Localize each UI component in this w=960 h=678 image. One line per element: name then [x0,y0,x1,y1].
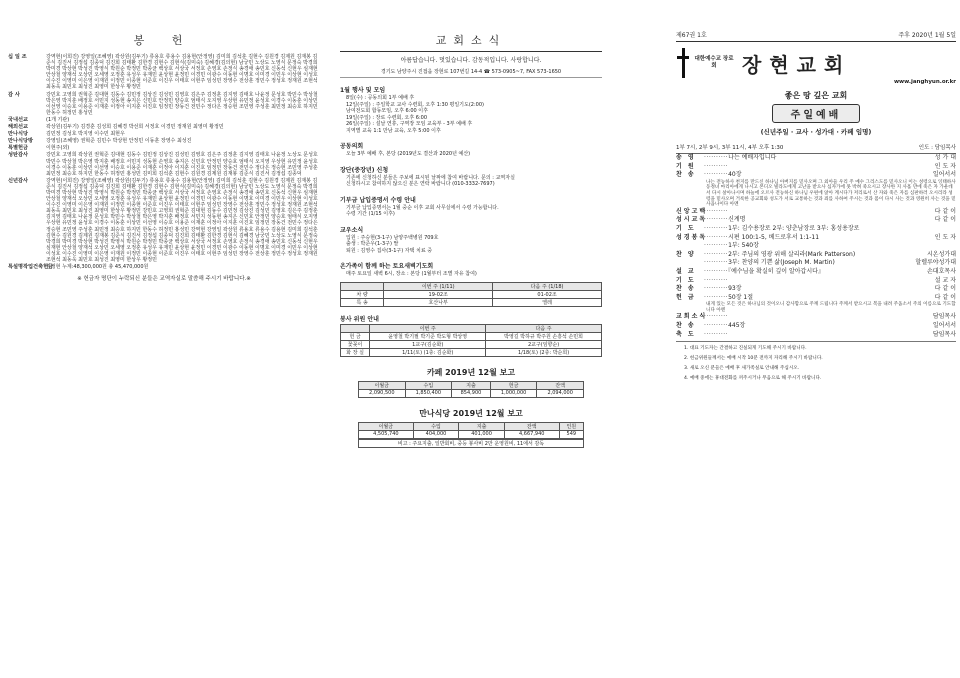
cafe-report-table [358,381,584,398]
table-cell: 헌 금 [341,332,370,340]
order-item [676,322,956,331]
table-cell: 549 [559,430,583,438]
table-cell: 꽃꽂이 [341,340,370,348]
table-header-cell: 헌금 [490,381,537,389]
offering-names: 강역현(이희진) 강영일(조혜영) 곽상원(김두기) 류용호 류용수 김용현(안정영) 김미희 김석훈 김현수 김원경 김제원 김재봉 김준식 김진서 김정섭 김종덕 김진희 김태환 김한경 김현수 김현식(김미숙) 김혜경(김의현) 남궁민 노상도 노영식 문정숙 박경희 박미경 박상현 박성진 박영식 박원순 박정민 박종균 백상호 서상국 서정호 손영호 손정식 송경애 송민호 신동석 신현우 심재현 안상철 양재석 오상민 오세영 오정훈 유성우 유재민 윤상현 윤정민 이경민 이광수 이동현 이명호 이미경 이민우 이상현 이성호 이수진 이영미 이은영 이재원 이정민 이종현 이준호 이진우 이태호 이현주 임성민 장영수 전상훈 정민수 정성호 정재원 조현석 최동욱 최민호 최성진 최영미 한상우 황정민 강민호 고영희 권혁준 김대현 김동수 김민정 김상진 김성민 김영호 김은주 김정훈 김지영 김태호 나윤정 문성호 박민수 박상철 박은영 박지훈 배정호 서민지 성동현 송지은 신민호 안정민 양승호 엄태식 오지영 우상현 유민정 윤성호 이경수 이동훈 이상민 이선영 이승호 이용준 이재훈 이정아 이지훈 이진호 임정민 장동건 전민수 정다은 정승현 조민영 주성훈 최민정 최승호 하지민 한동수 허정민 홍성민 강역현 강영일 곽상원 류용호 류용수 김용현 김미희 김석훈 김현수 김원경 김제원 김재봉 김준식 김진서 김정섭 김종덕 김진희 김태환 김한경 김현식 김혜경 남궁민 노상도 노영식 문정숙 박경희 박미경 박상현 박성진 박영식 박원순 박정민 박종균 백상호 서상국 서정호 손영호 손정식 송경애 송민호 신동석 신현우 심재현 안상철 양재석 오상민 오세영 오정훈 유성우 유재민 윤상현 윤정민 이경민 이광수 이동현 이명호 이미경 이민우 이상현 이성호 이수진 이영미 이은영 이재원 이정민 이종현 이준호 이진우 이태호 이현주 임성민 장영수 전상훈 정민수 정성호 정재원 조현석 최동욱 최민호 최성진 최영미 한상우 황정민 [46,177,318,263]
manna-report-title: 만나식당 2019년 12월 보고 [419,408,523,418]
order-dots: ·········· [704,207,729,215]
offering-names: 김정현 누계:48,300,000원 총 45,470,000원 [46,264,149,271]
order-label: 성시교독 [676,216,708,224]
offering-group [8,124,320,130]
order-label: 송 영 [676,154,696,161]
order-content-text: 2부: 주님의 영광 위해 살리라(Mark Patterson) [728,250,856,258]
order-role: 다 같 이 [934,207,956,215]
order-item [676,268,956,277]
news-sections [340,85,602,278]
order-content [704,163,932,172]
service-times [676,143,956,154]
table-header-cell: 지출 [459,422,505,430]
table-cell: 854,900 [452,389,491,397]
order-content [704,285,932,294]
order-content-text: 3부: 찬양의 기쁜 삶(Joseph M. Martin) [728,259,835,267]
table-row [341,340,602,348]
table-header-cell: 다음 주 [486,324,602,332]
order-role: 일어서서 [932,322,956,330]
order-dots: ·········· [704,162,729,170]
order-label: 찬 송 [676,171,696,179]
table-cell: 401,000 [459,430,505,438]
news-section [340,195,602,218]
offering-label: 감 사 [8,91,20,98]
offering-names: 강영일(조혜영) 권혁준 김민수 박상현 안정민 이동훈 장영수 최성진 [46,138,192,145]
table-cell: 1교구(김순화) [370,340,486,348]
order-label: 설 교 [676,267,696,275]
order-content [704,154,932,163]
order-dots: ·········· [704,276,729,284]
offering-label: 성탄감사 [8,152,29,159]
news-title: 교회소식 [340,18,602,52]
table-header-cell: 이월금 [359,422,414,430]
worship-title: 주일예배 [772,104,860,123]
table-header-row [359,422,584,430]
offering-names: 강민호 고영희 권혁준 김대현 김동수 김민정 김상진 김성민 김영호 김은주 김정훈 김지영 김태호 나윤정 문성호 박민수 박상철 박은영 박지훈 배정호 서민지 성동현 송지은 신민호 안정민 양승호 엄태식 오지영 우상현 유민정 윤성호 이경수 이동훈 이상민 이선영 이승호 이용준 이재훈 이정아 이지훈 이진호 임정민 장동건 전민수 정다은 정승현 조민영 주성훈 최민정 최승호 하지민 한동수 허정민 홍성민 [46,91,318,116]
worship-notes [676,344,956,383]
order-role: 다 같 이 [934,293,956,301]
table-cell: 2,090,500 [359,389,406,397]
table-header-cell: 인원 [559,422,583,430]
order-content-text: 50장 1절 [728,293,754,301]
news-section [340,165,602,188]
order-item [676,285,956,294]
offering-names: 이현주(외) [46,145,70,152]
offering-label: 만나식당 [8,131,29,138]
table-row [341,332,602,340]
order-content-text: 1부: 김수용장로 2부: 양춘남장로 3부: 홍성용장로 [728,224,860,232]
table-row [359,430,584,438]
offering-group [8,131,320,137]
worship-subtitle: (신년주일 · 교사 · 성가대 · 카페 임명) [760,128,872,136]
order-dots: ·········· [704,259,729,267]
table-row [341,348,602,356]
table-cell: 윤영철 박기필 박기준 박도형 박상영 [370,332,486,340]
offering-prayer-text: 내게 있는 모든 것은 하나님의 것이오니 감사함으로 주께 드립니다 주께서 받으시고 복을 내려 주옵소서 주의 이름으로 기도합니다 아멘 [706,302,956,313]
order-role: 다 같 이 [934,285,956,293]
news-line: 오늘 3부 예배 후, 본당 (2019년도 결산과 2020년 예산) [346,151,471,157]
service-title: 봉사 위원 안내 [340,315,379,323]
table-cell: 4,505,740 [359,430,414,438]
order-dots: ·········· [704,224,729,232]
offering-label: 신년감사 [8,177,29,184]
table-header-cell: 이번 주 [370,324,486,332]
table-cell: 1,850,400 [405,389,452,397]
news-section-title: 온가족이 함께 하는 토요새벽기도회 [340,263,434,270]
offering-names: (1개 기관) [46,116,70,123]
table-header-cell: 잔액 [504,422,559,430]
news-section [340,225,602,255]
order-role: 일어서서 [932,171,956,179]
table-cell: 특 송 [341,298,384,306]
table-cell: 404,000 [413,430,459,438]
news-line: 기존에 신청하신 분들은 주보에 표시된 날짜에 참여 바랍니다. 문의 : 교역자실 [346,174,515,181]
order-label: 헌 금 [676,293,696,301]
order-dots: ·········· [704,242,729,250]
news-line: 12일(주일) : 주일학교 교사 수련회, 오후 1:30 평일기도(2:00) [346,101,484,108]
order-dots: ·········· [704,267,729,275]
table-cell: 1/18(토) (2층: 박순희) [486,348,602,356]
order-content [704,322,930,331]
manna-report-note: 비고 : 주요지출, 일반회비, 중등 봉사비 2만 운영원비, 11에서 감독 [359,439,584,447]
table-cell: 호산나부 [384,298,493,306]
church-address: 경기도 남양주시 진접읍 장현로 107번길 14-4 ☎ 573-0905~7, FAX 573-1650 [340,68,602,78]
table-header-cell: 이번 주 (1/11) [384,282,493,290]
church-slogan: 좋은 땅 깊은 교회 [784,91,848,100]
news-section-title: 기부금 납입증명서 수령 안내 [340,196,416,204]
order-role: 인 도 자 [934,233,956,241]
cafe-report-title: 카페 2019년 12월 보고 [426,367,516,377]
table-header-cell: 다음 주 (1/18) [493,282,602,290]
denomination: 대한예수교 장로회 [694,56,734,69]
order-role: 인 도 자 [934,162,956,170]
order-content [704,171,930,180]
order-item [676,171,956,180]
order-dots: ·········· [704,285,729,293]
table-cell: 화 장 실 [341,348,370,356]
order-role: 손대호목사 [927,267,956,275]
order-item [676,331,956,340]
order-item [676,154,956,163]
news-section-title: 장단(중장년) 신청 [340,166,389,174]
order-label: 기 도 [676,276,696,284]
order-item [676,225,956,234]
worship-note: 4. 예배 중에는 휴대전화를 꺼주시거나 무음으로 해 주시기 바랍니다. [684,375,822,381]
order-dots: ·········· [704,330,729,338]
news-line: 매주 토요일 새벽 6시, 장소 : 본당 (1월부터 조별 자유 참여) [346,271,477,277]
service-times-text: 1부 7시, 2부 9시, 3부 11시, 4부 오후 1:30 [676,145,784,151]
order-content [704,268,924,277]
worship-column [676,18,956,678]
news-section-title: 1월 행사 및 모임 [340,87,386,94]
news-line: 19일(주일) : 장로 수련회, 오후 6:00 [346,114,428,121]
offering-note: ※ 헌금자 명단이 누락되신 분들은 교역자실로 말씀해 주시기 바랍니다.※ [77,276,251,283]
table-cell: 엘레 [493,298,602,306]
order-of-worship [676,154,956,339]
order-content [704,259,912,268]
church-name: 장현교회 [742,52,852,77]
order-dots: ·········· [704,313,729,321]
order-content [704,234,932,243]
order-dots: ·········· [704,171,729,179]
news-line: 26일(주일) : 설날 연휴, 구역장 모임 교육부 - 3부 예배 후 [346,121,473,127]
volume-number: 제67권 1호 [676,32,707,39]
news-section-title: 교우소식 [340,226,364,234]
order-item [676,242,956,251]
order-content [704,277,932,286]
news-line: 8일(수) : 공동의회 1부 예배 후 [346,95,415,101]
table-header-row [341,282,602,290]
order-content-text: 시편 100:1-5, 베드로후서 1:1-11 [728,233,820,241]
offering-group [8,145,320,151]
order-content-text: 93장 [728,285,742,293]
church-logo [676,48,956,78]
duty-table [340,282,602,307]
offering-names: 김민정 김성호 박지영 이수민 최현우 [46,131,125,138]
offering-group [8,54,320,91]
order-role: 다 같 이 [934,216,956,224]
worship-note: 3. 새로 오신 분들은 예배 후 새가족실로 안내해 주십시오. [684,365,800,371]
worship-note: 2. 헌금위원들께서는 예배 시작 10분 전까지 자리해 주시기 바랍니다. [684,356,823,362]
table-row [341,298,602,306]
offering-label: 국내선교 [8,116,29,123]
table-header-cell: 잔액 [537,381,584,389]
order-label: 성경봉독 [676,233,708,241]
order-dots: ·········· [704,154,729,161]
table-header-cell [341,324,370,332]
offering-label: 특별헌금 [8,145,29,152]
offering-column [8,18,320,678]
order-content-text: 40장 [728,171,742,179]
bulletin-date: 주후 2020년 1월 5일 [898,32,956,39]
table-header-row [359,381,584,389]
offering-label: 만나식당방 [8,138,34,145]
order-content-text: 『예수님을 확실히 깊이 알아갑시다』 [728,267,824,275]
service-section [340,314,602,357]
order-dots: ·········· [704,233,729,241]
offering-names: 강역현(이희진) 강영일(조혜영) 곽상원(김두기) 류용호 류용수 김용현(안정영) 김미희 김석훈 김현수 김원경 김제원 김재봉 김준식 김진서 김정섭 김종덕 김진희 김태환 김한경 김현수 김현식(김미숙) 김혜경(김의현) 남궁민 노상도 노영식 문정숙 박경희 박미경 박상현 박성진 박영식 박원순 박정민 박종균 백상호 서상국 서정호 손영호 손정식 송경애 송민호 신동석 신현우 심재현 안상철 양재석 오상민 오세영 오정훈 유성우 유재민 윤상현 윤정민 이경민 이광수 이동현 이명호 이미경 이민우 이상현 이성호 이수진 이영미 이은영 이재원 이정민 이종현 이준호 이진우 이태호 이현주 임성민 장영수 전상훈 정민수 정성호 정재원 조현석 최동욱 최민호 최성진 최영미 한상우 황정민 [46,54,318,91]
news-line: 신청하시고 참여하지 않으신 분은 연락 바랍니다 (010-3332-7697) [346,181,495,187]
table-row [359,389,584,397]
table-cell: 1,000,000 [490,389,537,397]
offering-group [8,178,320,263]
bulletin-header [676,18,956,42]
offering-group [8,138,320,144]
order-content [704,331,930,340]
offering-title: 봉 헌 [133,34,195,47]
order-label: 기 도 [676,224,696,232]
order-item [676,259,956,268]
order-role: 설 교 자 [934,276,956,284]
news-section [340,261,602,278]
order-label: 신앙고백 [676,207,708,215]
offering-label: 해외선교 [8,124,29,131]
order-item [676,277,956,286]
service-leader: 인도 : 담임목사 [918,145,956,151]
order-role: 담임목사 [932,313,956,321]
order-item [676,313,956,322]
table-cell: 4,667,940 [504,430,559,438]
order-dots: ·········· [704,322,729,330]
order-content-text: 나는 예배자입니다 [728,154,777,161]
order-item [676,234,956,243]
order-label: 찬 송 [676,322,696,330]
news-section-title: 공동의회 [340,143,364,150]
order-content-text: 1부: 540장 [728,242,759,250]
table-cell: 19-02조 [384,290,493,298]
worship-note: 1. 대표 기도자는 간결하고 진실되게 기도해 주시기 바랍니다. [684,346,807,352]
news-section [340,141,602,158]
news-line: 기부금 납입증명서는 1월 중순 이후 교회 사무실에서 수령 가능합니다. [346,204,499,211]
news-line: 수령 기간 (1/15 이후) [346,211,395,217]
order-content [704,216,932,225]
order-role: 성 가 대 [934,154,956,161]
offering-groups [8,54,320,270]
order-label: 교회소식 [676,313,708,321]
order-role: 담임목사 [932,330,956,338]
order-content-text: 445장 [728,322,746,330]
offering-names: 강민호 고영희 곽상원 권혁준 김대현 김동수 김민정 김상진 김성민 김영호 김은주 김정훈 김지영 김태호 나윤정 노상도 문성호 박민수 박상철 박은영 박지훈 배정호 서민지 성동현 손영호 송지은 신민호 안정민 양승호 엄태식 오지영 우상현 유민정 윤성호 이경수 이동훈 이상민 이선영 이승호 이용준 이재훈 이정아 이지훈 이진호 임정민 장동건 전민수 정다은 정승현 조민영 주성훈 최민정 최승호 하지민 한동수 허정민 홍성민 김미희 김석훈 김현수 김원경 김제원 김재봉 김준식 김진서 김정섭 김종덕 [46,152,318,177]
offering-group [8,92,320,116]
table-header-row [341,324,602,332]
order-item [676,216,956,225]
offering-label: 특설명작업건축헌금 [8,264,54,271]
order-dots: ·········· [704,293,729,301]
table-cell: 1/11(토) (1층: 김순화) [370,348,486,356]
news-section [340,85,602,134]
news-line: 퇴원 : 김영수 집사(3-1구) 자택 치료 중 [346,247,433,254]
news-line: 지역별 교육 1:1 만남 교육, 오후 5:00 이후 [346,127,441,134]
table-row [341,290,602,298]
order-content-text: 신계명 [728,216,746,224]
news-line: 출생 : 박준우(1-3구) 딸 [346,241,399,247]
order-role: 할렐루야성가대 [915,259,956,267]
offering-label: 십 일 조 [8,54,27,60]
offering-names: 곽상원(김두기) 김경훈 김성희 김혜경 박선희 서정호 이경민 정재원 최영미 황정민 [46,124,224,131]
order-item [676,294,956,303]
offering-group [8,152,320,176]
duty-table-wrap [340,282,602,307]
table-header-cell: 수입 [405,381,452,389]
table-header-cell: 지출 [452,381,491,389]
order-dots: ·········· [704,250,729,258]
order-label: 기 원 [676,162,696,170]
manna-report-table [358,422,584,439]
table-header-cell: 수입 [413,422,459,430]
cross-icon [676,48,690,78]
offering-group [8,264,320,270]
news-subtitle: 아름답습니다. 멋있습니다. 감동적입니다. 사랑합니다. [400,57,542,64]
table-cell: 2교구(임향순) [486,340,602,348]
table-header-cell: 이월금 [359,381,406,389]
news-line: 남여전도회 합동모임, 오후 6:00 이후 [346,108,428,114]
church-url[interactable]: www.janghyun.or.kr [893,79,956,85]
table-header-cell [341,282,384,290]
order-dots: ·········· [704,216,729,224]
table-cell: 차 량 [341,290,384,298]
order-content [704,242,953,251]
offering-group [8,117,320,123]
order-role: 시온성가대 [927,250,956,258]
order-content [704,313,930,322]
service-table [340,324,602,357]
order-content [704,294,932,303]
table-cell: 2,094,000 [537,389,584,397]
order-label: 찬 양 [676,250,696,258]
table-cell: 박영길 박하규 박주원 손흥석 손민희 [486,332,602,340]
apostles-creed-text: 나는 전능하사 천지를 만드신 하나님 아버지를 믿사오며 그 외아들 우리 주 예수 그리스도를 믿사오니 이는 성령으로 잉태하사 동정녀 마리아에게 나시고 본디오 빌라도에게 고난을 받으사 십자가에 못 박혀 죽으시고 장사한 지 사흘 만에 죽은 자 가운데서 다시 살아나시며 하늘에 오르사 전능하신 하나님 우편에 앉아 계시다가 저리로서 산 자와 죽은 자를 심판하러 오시리라 성령을 믿사오며 거룩한 공교회와 성도가 서로 교통하는 것과 죄를 사하여 주시는 것과 몸이 다시 사는 것과 영원히 사는 것을 믿사옵나이다 아멘 [706,179,956,208]
news-column [340,18,602,678]
news-line: 입원 : 주승현(3-1구) 남양주백병원 709호 [346,234,439,241]
order-label: 찬 송 [676,285,696,293]
order-label: 축 도 [676,330,696,338]
table-cell: 01-02조 [493,290,602,298]
order-content [704,225,953,234]
order-item [676,163,956,172]
